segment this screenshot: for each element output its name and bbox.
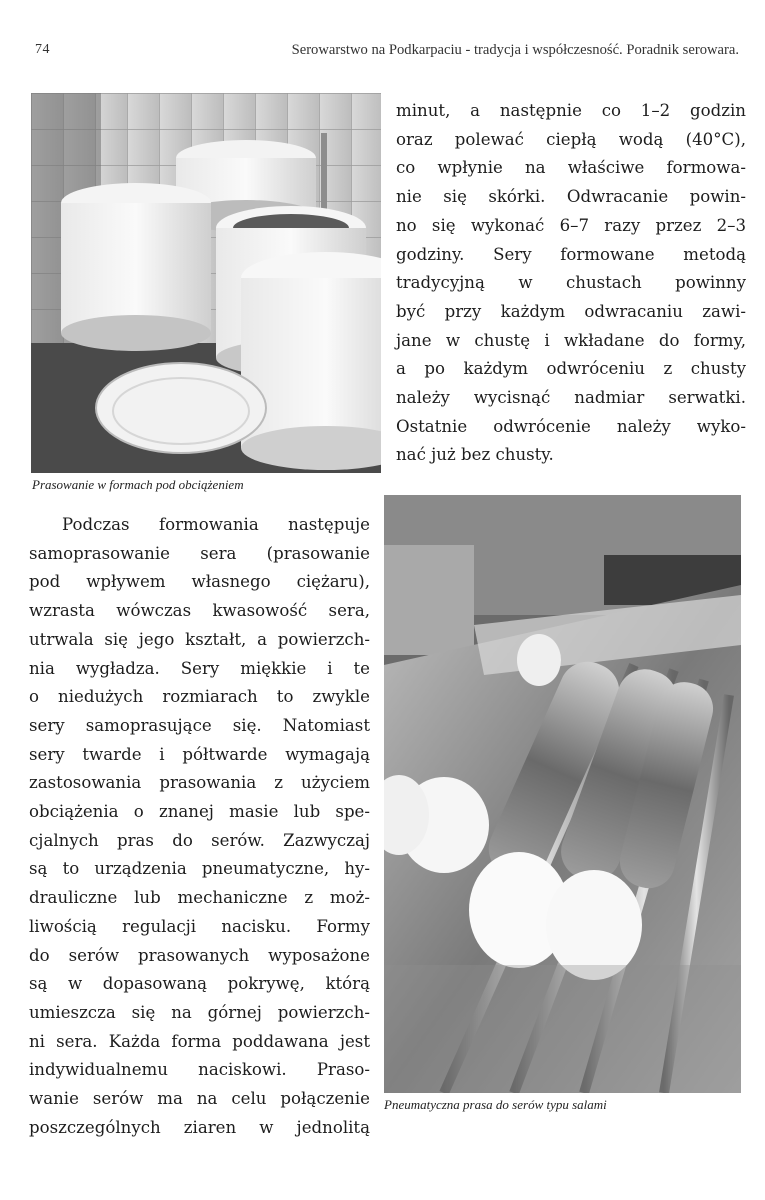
text-line: indywidualnemu naciskowi. Praso- (29, 1060, 370, 1080)
text-line: o niedużych rozmiarach to zwykle (29, 687, 370, 707)
text-line: utrwala się jego kształt, a powierzch- (29, 629, 370, 649)
photo-cheese-molds-image (31, 93, 381, 473)
photo-cheese-molds (31, 93, 381, 473)
text-line: minut, a następnie co 1–2 godzin (396, 101, 746, 120)
text-line: poszczególnych ziaren w jednolitą (29, 1117, 370, 1137)
text-line: Podczas formowania następuje (62, 515, 370, 534)
text-line: do serów prasowanych wyposażone (29, 945, 370, 965)
text-line: nać już bez chusty. (396, 445, 554, 465)
text-line: sery twarde i półtwarde wymagają (29, 744, 370, 764)
body-text-left-column (29, 511, 370, 1142)
text-line: sery samoprasujące się. Natomiast (29, 715, 370, 735)
text-line: jane w chustę i wkładane do formy, (396, 330, 746, 350)
text-line: drauliczne lub mechaniczne z moż- (29, 888, 370, 908)
text-line: tradycyjną w chustach powinny (396, 273, 746, 293)
photo-pneumatic-press-image (384, 495, 741, 1093)
text-line: co wpłynie na właściwe formowa- (396, 158, 746, 178)
text-line: zastosowania prasowania z użyciem (29, 773, 370, 793)
running-title: Serowarstwo na Podkarpaciu - tradycja i współczesność. Poradnik serowara. (291, 42, 739, 58)
text-line: no się wykonać 6–7 razy przez 2–3 (396, 215, 746, 235)
text-line: godziny. Sery formowane metodą (396, 244, 746, 264)
text-line: Ostatnie odwrócenie należy wyko- (396, 416, 746, 436)
page-number: 74 (35, 42, 50, 57)
text-line: należy wycisnąć nadmiar serwatki. (396, 388, 746, 408)
photo-pneumatic-press (384, 495, 741, 1093)
figure-caption: Prasowanie w formach pod obciążeniem (32, 477, 244, 492)
text-line: wanie serów ma na celu połączenie (29, 1089, 370, 1109)
figure-caption: Pneumatyczna prasa do serów typu salami (384, 1097, 607, 1112)
text-line: oraz polewać ciepłą wodą (40°C), (396, 129, 746, 149)
text-line: nie się skórki. Odwracanie powin- (396, 187, 746, 207)
body-text-right-column (396, 97, 746, 470)
text-line: ni sera. Każda forma poddawana jest (29, 1031, 370, 1051)
text-line: samoprasowanie sera (prasowanie (29, 543, 370, 563)
text-line: umieszcza się na górnej powierzch- (29, 1002, 370, 1022)
text-line: są w dopasowaną pokrywę, którą (29, 974, 370, 994)
text-line: wzrasta wówczas kwasowość sera, (29, 601, 370, 621)
text-line: są to urządzenia pneumatyczne, hy- (29, 859, 370, 879)
text-line: pod wpływem własnego ciężaru), (29, 572, 370, 592)
text-line: cjalnych pras do serów. Zazwyczaj (29, 830, 370, 850)
text-line: obciążenia o znanej masie lub spe- (29, 802, 370, 822)
text-line: a po każdym odwróceniu z chusty (396, 359, 746, 379)
text-line: nia wygładza. Sery miękkie i te (29, 658, 370, 678)
text-line: liwością regulacji nacisku. Formy (29, 916, 370, 936)
text-line: być przy każdym odwracaniu zawi- (396, 301, 746, 321)
